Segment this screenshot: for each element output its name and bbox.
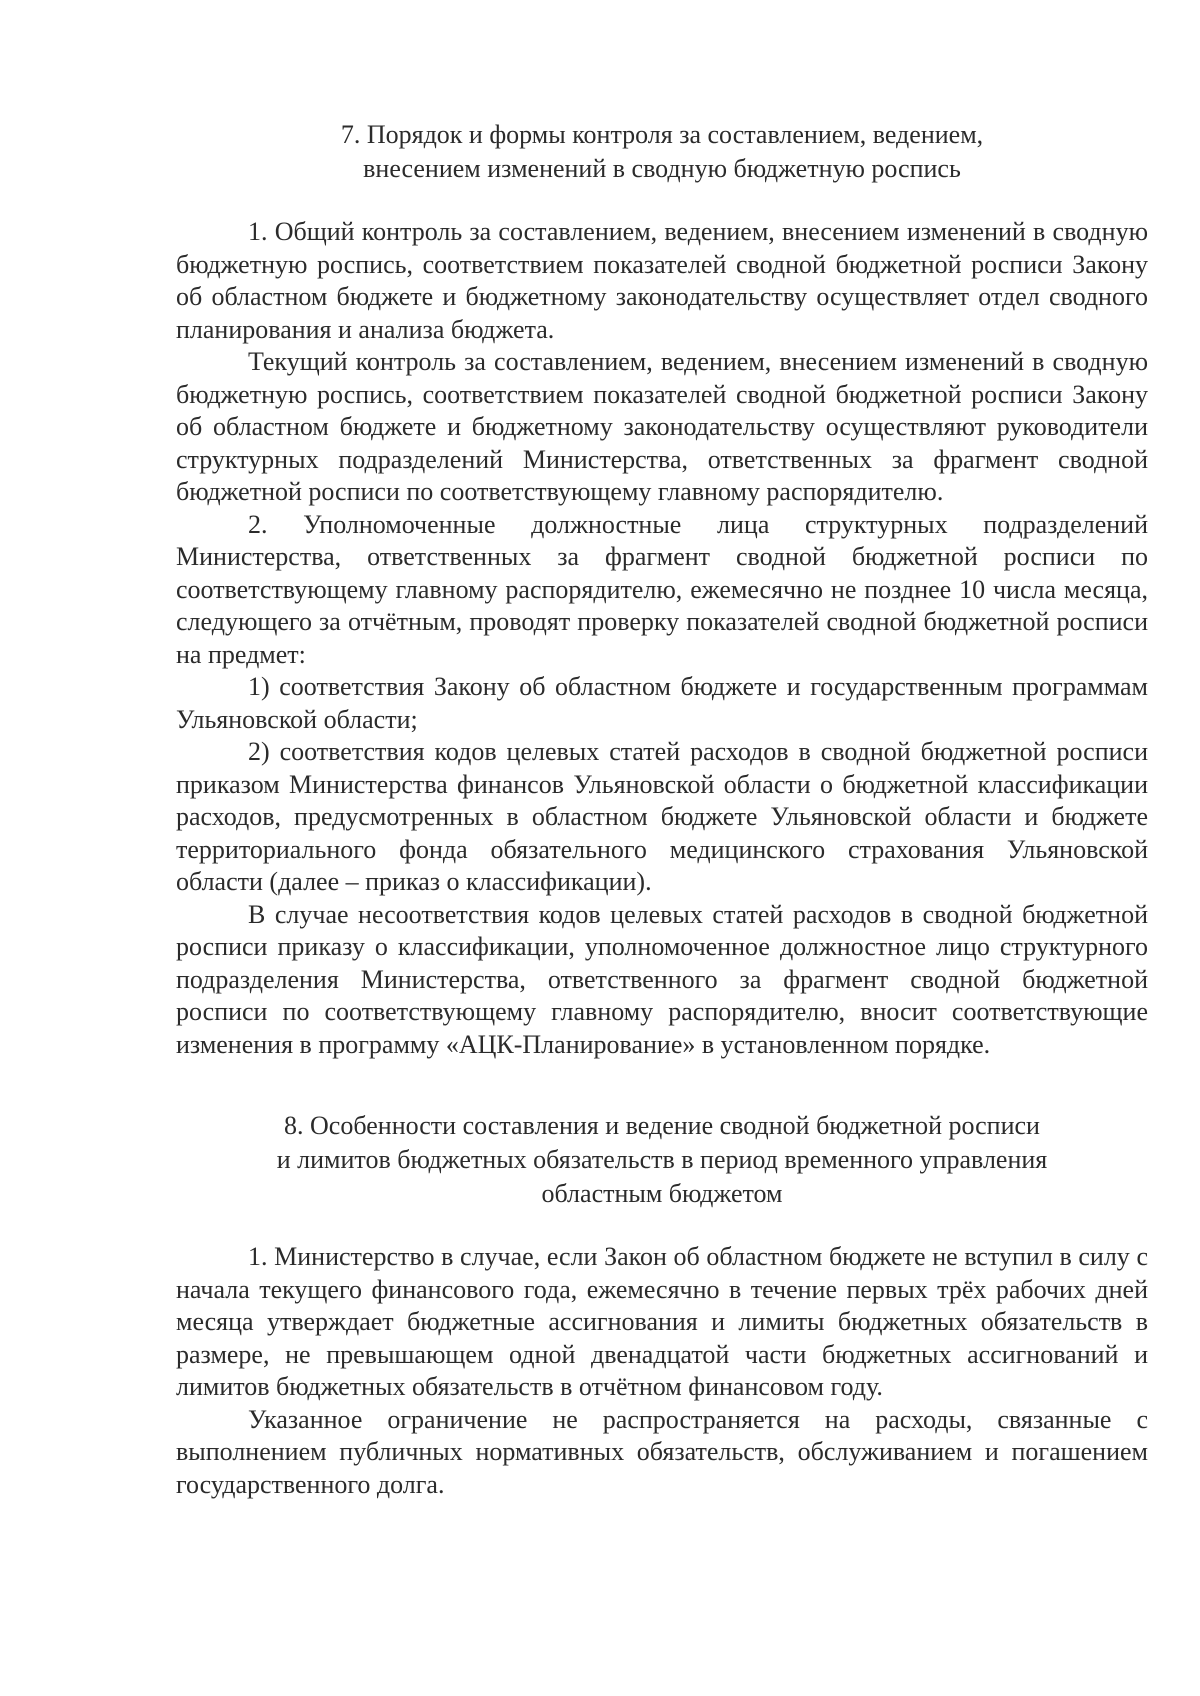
section-7-paragraph-4: 1) соответствия Закону об областном бюджете и государственным программам Ульяновской области; xyxy=(176,672,1148,734)
section-8-heading-line-2: и лимитов бюджетных обязательств в период временного управления xyxy=(276,1145,1048,1174)
section-8-paragraph-2: Указанное ограничение не распространяется на расходы, связанные с выполнением публичных нормативных обязательств, обслуживанием и погашением государственного долга. xyxy=(176,1404,1148,1499)
section-7-paragraph-6: В случае несоответствия кодов целевых статей расходов в сводной бюджетной росписи приказу о классификации, уполномоченное должностное лицо структурного подразделения Министерства, ответственного за фрагмент сводной бюджетной росписи по соответствующему главному распорядителю, вносит соответствующие изменения в программу «АЦК-Планирование» в установленном порядке. xyxy=(176,899,1148,1059)
section-7-paragraph-1: 1. Общий контроль за составлением, ведением, внесением изменений в сводную бюджетную роспись, соответствием показателей сводной бюджетной росписи Закону об областном бюджете и бюджетному законодательству осуществляет отдел сводного планирования и анализа бюджета. xyxy=(176,217,1148,344)
document-page xyxy=(176,118,1148,1501)
section-7-paragraph-2: Текущий контроль за составлением, ведением, внесением изменений в сводную бюджетную роспись, соответствием показателей сводной бюджетной росписи Закону об областном бюджете и бюджетному законодательству осуществляют руководители структурных подразделений Министерства, ответственных за фрагмент сводной бюджетной росписи по соответствующему главному распорядителю. xyxy=(176,347,1148,506)
section-7-heading-line-2: внесением изменений в сводную бюджетную роспись xyxy=(363,154,961,183)
section-8-heading-line-3: областным бюджетом xyxy=(541,1179,783,1208)
section-8-heading-line-1: 8. Особенности составления и ведение сводной бюджетной росписи xyxy=(284,1111,1040,1140)
section-8-paragraph-1: 1. Министерство в случае, если Закон об областном бюджете не вступил в силу с начала текущего финансового года, ежемесячно в течение первых трёх рабочих дней месяца утверждает бюджетные ассигнования и лимиты бюджетных обязательств в размере, не превышающем одной двенадцатой части бюджетных ассигнований и лимитов бюджетных обязательств в отчётном финансовом году. xyxy=(176,1242,1148,1401)
section-7-heading-line-1: 7. Порядок и формы контроля за составлением, ведением, xyxy=(340,120,984,149)
section-7-paragraph-3: 2. Уполномоченные должностные лица структурных подразделений Министерства, ответственных за фрагмент сводной бюджетной росписи по соответствующему главному распорядителю, ежемесячно не позднее 10 числа месяца, следующего за отчётным, проводят проверку показателей сводной бюджетной росписи на предмет: xyxy=(176,509,1148,669)
section-7-paragraph-5: 2) соответствия кодов целевых статей расходов в сводной бюджетной росписи приказом Министерства финансов Ульяновской области о бюджетной классификации расходов, предусмотренных в областном бюджете Ульяновской области и бюджете территориального фонда обязательного медицинского страхования Ульяновской области (далее – приказ о классификации). xyxy=(176,737,1148,896)
section-8-heading xyxy=(176,1109,1148,1211)
section-7-heading xyxy=(176,118,1148,186)
